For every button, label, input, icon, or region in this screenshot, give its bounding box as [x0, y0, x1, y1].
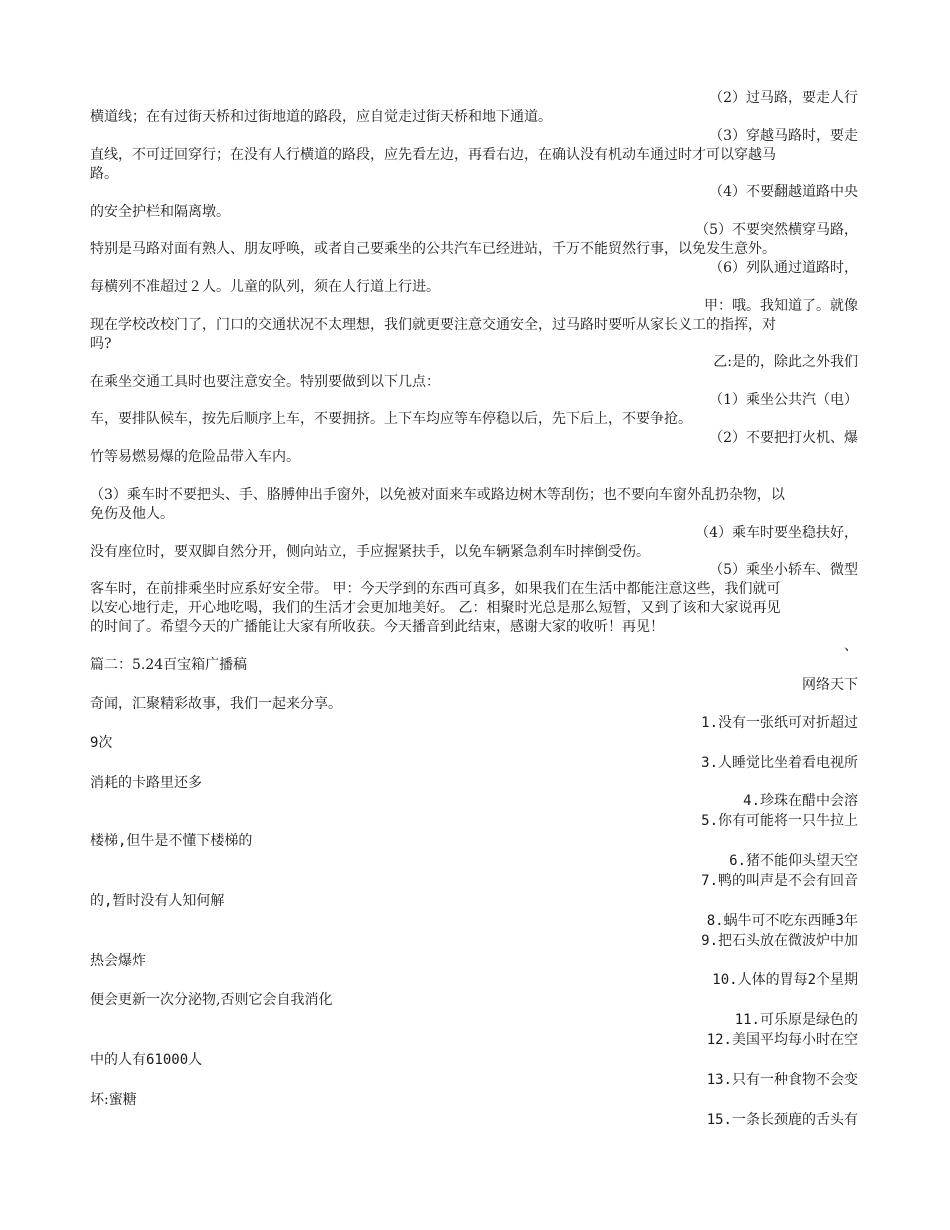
text-line: 竹等易燃易爆的危险品带入车内。	[90, 449, 300, 465]
text-line: （6）列队通过道路时，	[709, 260, 858, 276]
text-line: 没有座位时，要双脚自然分开，侧向站立，手应握紧扶手，以免车辆紧急刹车时摔倒受伤。	[90, 544, 650, 560]
text-line: 坏:蜜糖	[90, 1092, 137, 1108]
text-line: 免伤及他人。	[90, 506, 174, 522]
text-line: 楼梯,但牛是不懂下楼梯的	[90, 833, 253, 849]
text-line: （1）乘坐公共汽（电）	[709, 392, 858, 408]
text-line: （5）不要突然横穿马路，	[695, 222, 858, 238]
list-item: 11.可乐原是绿色的	[734, 1012, 858, 1028]
list-item: 8.蜗牛可不吃东西睡3年	[706, 913, 858, 929]
text-line: 的安全护栏和隔离墩。	[90, 204, 230, 220]
list-item: 5.你有可能将一只牛拉上	[701, 813, 858, 829]
text-line: 每横列不准超过２人。儿童的队列，须在人行道上行进。	[90, 279, 440, 295]
text-line: 、	[844, 638, 858, 654]
text-line: 直线，不可迂回穿行；在没有人行横道的路段，应先看左边，再看右边，在确认没有机动车通过时才可以穿越马	[90, 147, 776, 163]
text-line: 9次	[90, 735, 113, 751]
text-line: 热会爆炸	[90, 953, 146, 969]
text-line: 横道线；在有过街天桥和过街地道的路段，应自觉走过街天桥和地下通道。	[90, 109, 552, 125]
text-line: 的,暂时没有人知何解	[90, 893, 225, 909]
list-item: 9.把石头放在微波炉中加	[701, 933, 858, 949]
text-line: 奇闻，汇聚精彩故事，我们一起来分享。	[90, 696, 342, 712]
text-line: 车，要排队候车，按先后顺序上车，不要拥挤。上下车均应等车停稳以后，先下后上，不要争抢。	[90, 411, 692, 427]
text-line: （3）穿越马路时，要走	[709, 128, 858, 144]
text-line: （4）不要翻越道路中央	[709, 184, 858, 200]
text-line: 甲：哦。我知道了。就像	[704, 298, 858, 314]
list-item: 13.只有一种食物不会变	[706, 1072, 858, 1088]
list-item: 10.人体的胃每2个星期	[712, 972, 858, 988]
list-item: 15.一条长颈鹿的舌头有	[706, 1112, 858, 1128]
text-line: 乙:是的，除此之外我们	[713, 354, 858, 370]
text-line: （5）乘坐小轿车、微型	[709, 562, 858, 578]
text-line: 客车时，在前排乘坐时应系好安全带。 甲：今天学到的东西可真多，如果我们在生活中都能注意这些，我们就可	[90, 581, 781, 597]
text-line: 便会更新一次分泌物,否则它会自我消化	[90, 992, 333, 1008]
list-item: 12.美国平均每小时在空	[706, 1032, 858, 1048]
text-line: 在乘坐交通工具时也要注意安全。特别要做到以下几点：	[90, 374, 440, 390]
section-heading: 篇二：5.24百宝箱广播稿	[90, 657, 248, 673]
list-item: 4.珍珠在醋中会溶	[743, 793, 858, 809]
text-line: 网络天下	[802, 677, 858, 693]
text-line: 中的人有61000人	[90, 1052, 203, 1068]
text-line: 消耗的卡路里还多	[90, 775, 202, 791]
text-line: 吗?	[90, 336, 112, 352]
text-line: （2）不要把打火机、爆	[709, 430, 858, 446]
text-line: （3）乘车时不要把头、手、胳膊伸出手窗外，以免被对面来车或路边树木等刮伤；也不要向车窗外乱扔杂物，以	[90, 487, 785, 503]
text-line: （2）过马路，要走人行	[709, 90, 858, 106]
list-item: 7.鸭的叫声是不会有回音	[701, 873, 858, 889]
text-line: 路。	[90, 166, 118, 182]
text-line: 以安心地行走，开心地吃喝，我们的生活才会更加地美好。 乙：相聚时光总是那么短暂，又到了该和大家说再见	[90, 600, 781, 616]
text-line: 的时间了。希望今天的广播能让大家有所收获。今天播音到此结束，感谢大家的收听！再见！	[90, 619, 664, 635]
list-item: 3.人睡觉比坐着看电视所	[701, 755, 858, 771]
list-item: 1.没有一张纸可对折超过	[701, 715, 858, 731]
text-line: （4）乘车时要坐稳扶好，	[695, 525, 858, 541]
text-line: 特别是马路对面有熟人、朋友呼唤，或者自己要乘坐的公共汽车已经进站，千万不能贸然行事，以免发生意外。	[90, 241, 776, 257]
text-line: 现在学校改校门了，门口的交通状况不太理想，我们就更要注意交通安全，过马路时要听从家长义工的指挥，对	[90, 317, 776, 333]
list-item: 6.猪不能仰头望天空	[729, 853, 858, 869]
